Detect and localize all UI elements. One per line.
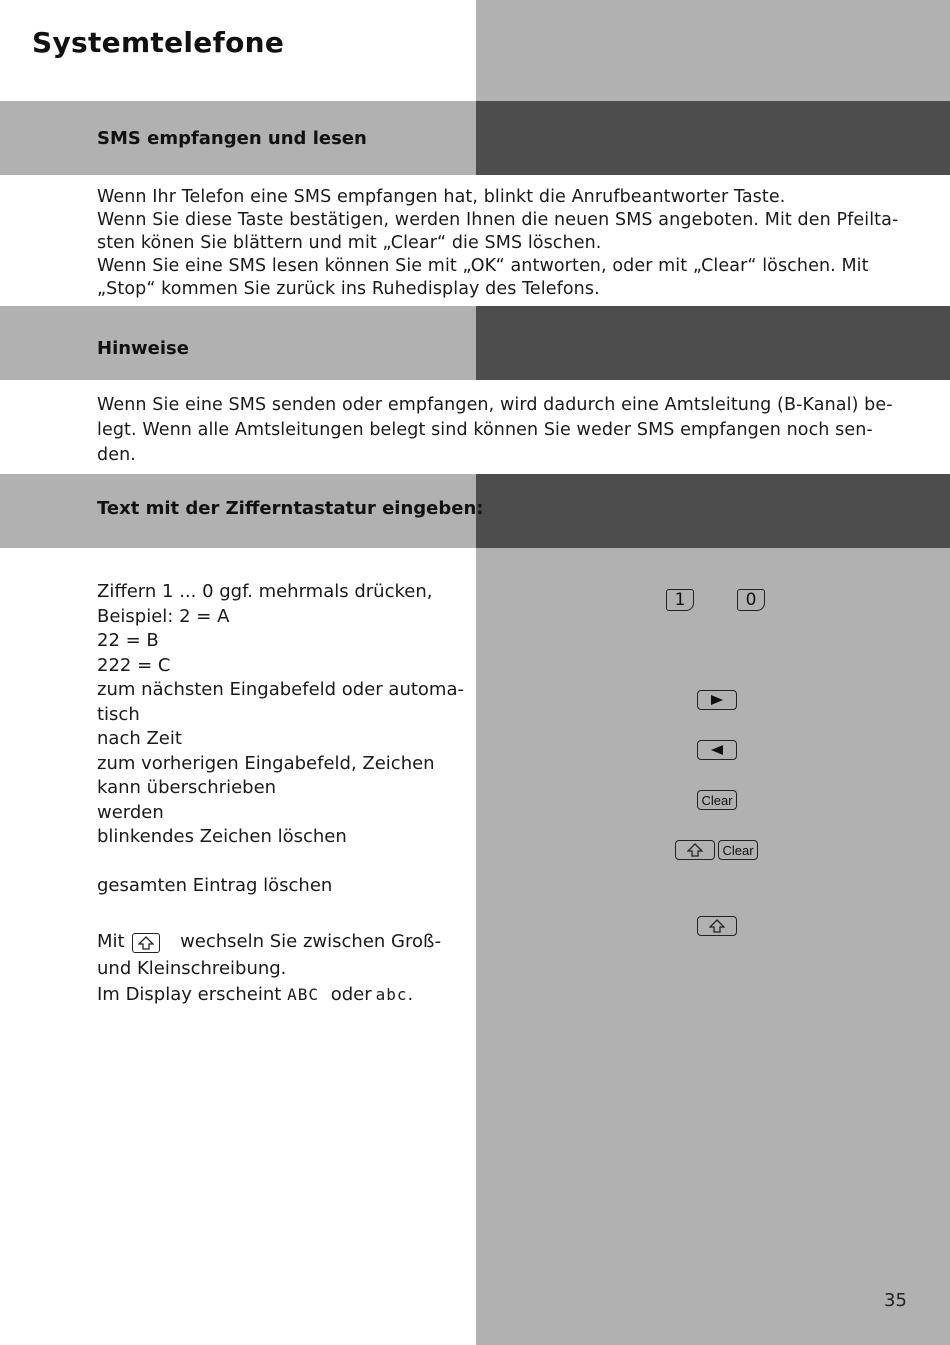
text-line: Wenn Sie eine SMS senden oder empfangen, wird dadurch eine Amtsleitung (B-Kanal) be- — [97, 395, 893, 415]
text-line: blinkendes Zeichen löschen — [97, 826, 347, 847]
clear-key-combo: Clear — [718, 840, 758, 860]
text-line: zum nächsten Eingabefeld oder automa- — [97, 679, 464, 700]
left-arrow-icon — [709, 744, 725, 756]
page-number: 35 — [884, 1290, 907, 1311]
text-line: nach Zeit — [97, 728, 182, 749]
text-line: legt. Wenn alle Amtsleitungen belegt sind können Sie weder SMS empfangen noch sen- — [97, 420, 873, 440]
sms-paragraph — [97, 186, 898, 301]
text-line: „Stop“ kommen Sie zurück ins Ruhedisplay des Telefons. — [97, 279, 600, 299]
section-heading-text-input: Text mit der Zifferntastatur eingeben: — [97, 498, 484, 519]
shift-line: Mit wechseln Sie zwischen Groß- — [97, 931, 442, 952]
text-line — [97, 850, 464, 875]
page-title: Systemtelefone — [32, 26, 285, 59]
section-heading-sms: SMS empfangen und lesen — [97, 128, 367, 149]
text-line: und Kleinschreibung. — [97, 958, 287, 979]
shift-icon — [687, 843, 703, 857]
text-line: 222 = C — [97, 654, 171, 676]
text-line: Wenn Sie eine SMS lesen können Sie mit „OK“ antworten, oder mit „Clear“ löschen. Mit — [97, 256, 869, 276]
text-line: 22 = B — [97, 630, 159, 651]
text-line: den. — [97, 445, 136, 465]
section-band-hinweise — [0, 306, 950, 380]
section-band-sms — [0, 101, 950, 175]
shift-key-standalone — [697, 916, 737, 936]
text-line: gesamten Eintrag löschen — [97, 875, 333, 896]
right-arrow-icon — [709, 694, 725, 706]
shift-icon — [132, 933, 160, 953]
left-arrow-key — [697, 740, 737, 760]
text-input-instructions — [97, 580, 464, 899]
text-line: zum vorherigen Eingabefeld, Zeichen — [97, 752, 435, 774]
key-1: 1 — [666, 589, 694, 611]
shift-instructions — [97, 929, 441, 1008]
display-lower-sample: abc — [375, 985, 408, 1004]
text-line: Wenn Sie diese Taste bestätigen, werden Ihnen die neuen SMS angeboten. Mit den Pfeilta- — [97, 210, 899, 230]
shift-key — [675, 840, 715, 860]
text-line: kann überschrieben — [97, 777, 277, 798]
hinweise-paragraph — [97, 393, 893, 468]
text-line: werden — [97, 801, 164, 823]
key-0: 0 — [737, 589, 765, 611]
shift-icon — [709, 919, 725, 933]
section-heading-hinweise: Hinweise — [97, 338, 189, 359]
text-line: Wenn Ihr Telefon eine SMS empfangen hat, blinkt die Anrufbeantworter Taste. — [97, 187, 786, 207]
text-line: Ziffern 1 ... 0 ggf. mehrmals drücken, — [97, 581, 433, 602]
text-line: sten könen Sie blättern und mit „Clear“ die SMS löschen. — [97, 233, 602, 253]
clear-key: Clear — [697, 790, 737, 810]
display-upper-sample: ABC — [287, 985, 319, 1004]
section-band-text-input — [0, 474, 950, 548]
display-line: Im Display erscheint ABC oder abc. — [97, 984, 414, 1005]
right-arrow-key — [697, 690, 737, 710]
text-line: tisch — [97, 703, 140, 725]
text-line: Beispiel: 2 = A — [97, 605, 230, 627]
